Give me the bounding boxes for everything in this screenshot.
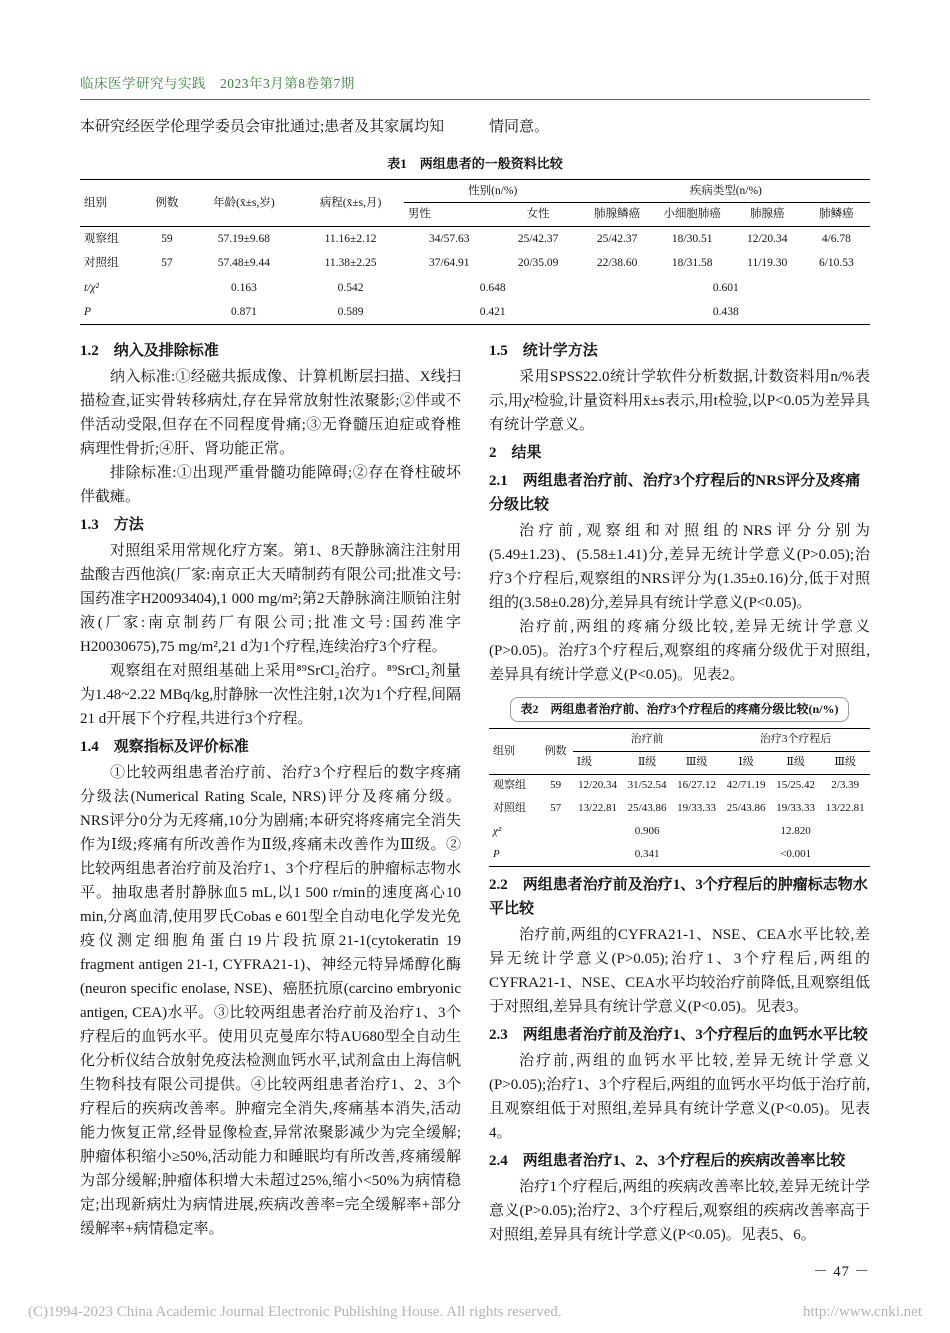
paragraph-2-2: 治疗前,两组的CYFRA21-1、NSE、CEA水平比较,差异无统计学意义(P>0.05);治疗1、3个疗程后,两组的CYFRA21-1、NSE、CEA水平均较治疗前降低,且观察组低于对照组,差异具有统计学意义(P<0.05)。见表3。 bbox=[489, 926, 870, 1015]
col-group: 组别 bbox=[489, 729, 539, 775]
table-cell: 42/71.19 bbox=[726, 779, 766, 792]
table-cell: 25/42.37 bbox=[517, 232, 559, 245]
table-cell: 11.38±2.25 bbox=[324, 257, 377, 270]
table-cell: 25/42.37 bbox=[596, 232, 638, 245]
col-after-spanner: 治疗3个疗程后 bbox=[721, 729, 870, 752]
table2 bbox=[489, 728, 870, 867]
paragraph-inclusion: 纳入标准:①经磁共振成像、计算机断层扫描、X线扫描检查,证实骨转移病灶,存在异常放射性浓聚影;②伴或不伴活动受限,但存在不同程度骨痛;③无脊髓压迫症或脊椎病理性骨折;④肝、肾功能正常。 bbox=[80, 369, 461, 458]
table-cell: 观察组 bbox=[84, 232, 119, 245]
paragraph-observation-index: ①比较两组患者治疗前、治疗3个疗程后的数字疼痛分级法(Numerical Rating Scale, NRS)评分及疼痛分级。NRS评分0分为无疼痛,10分为剧痛;本研究将疼痛完全消失作为Ⅰ级;疼痛有所改善作为Ⅱ级,疼痛未改善作为Ⅲ级。②比较两组患者治疗前及治疗1、3个疗程后的肿瘤标志物水平。抽取患者肘静脉血5 mL,以1 500 r/min的速度离心10 min,分离血清,使用罗氏Cobas e 601型全自动电化学发光免疫仪测定细胞角蛋白19片段抗原21-1(cytokeratin 19 fragment antigen 21-1, CYFRA21-1)、神经元特异烯醇化酶(neuron specific enolase, NSE)、癌胚抗原(carcino embryonic antigen, CEA)水平。③比较两组患者治疗前及治疗1、3个疗程后的血钙水平。使用贝克曼库尔特AU680型全自动生化分析仪结合放射免疫法检测血钙水平,试剂盒由上海信帆生物科技有限公司提供。④比较两组患者治疗1、2、3个疗程后的疾病改善率。肿瘤完全消失,疼痛基本消失,活动能力恢复正常,经骨显像检查,异常浓聚影减少为完全缓解;肿瘤体积缩小≥50%,活动能力和睡眠均有所改善,疼痛缓解为部分缓解;肿瘤体积增大未超过25%,缩小<50%为病情稳定;出现新病灶为病情进展,疾病改善率=完全缓解率+部分缓解率+病情稳定率。 bbox=[80, 765, 461, 1238]
heading-2-results: 2 结果 bbox=[489, 445, 542, 462]
table-cell: 0.438 bbox=[712, 305, 739, 318]
paragraph-statistics: 采用SPSS22.0统计学软件分析数据,计数资料用n/%表示,用χ²检验,计量资料用x̄±s表示,用t检验,以P<0.05为差异具有统计学意义。 bbox=[489, 369, 870, 434]
col-grade2: Ⅱ级 bbox=[622, 752, 672, 775]
paragraph-2-1-b: 治疗前,两组的疼痛分级比较,差异无统计学意义(P>0.05)。治疗3个疗程后,观察组的疼痛分级优于对照组,差异具有统计学意义(P<0.05)。见表2。 bbox=[489, 619, 870, 684]
table-cell: 0.542 bbox=[337, 281, 364, 294]
heading-2-3: 2.3 两组患者治疗前及治疗1、3个疗程后的血钙水平比较 bbox=[489, 1026, 868, 1043]
table-cell: 18/31.58 bbox=[671, 257, 713, 270]
table-cell bbox=[539, 843, 573, 866]
paragraph-2-4: 治疗1个疗程后,两组的疾病改善率比较,差异无统计学意义(P>0.05);治疗2、3个疗程后,观察组的疾病改善率高于对照组,差异具有统计学意义(P<0.05)。见表5、6。 bbox=[489, 1178, 870, 1243]
table-cell: 13/22.81 bbox=[825, 802, 865, 815]
paragraph-observation-group: 观察组在对照组基础上采用⁸⁹SrCl₂治疗。⁸⁹SrCl₂剂量为1.48~2.22 MBq/kg,肘静脉一次性注射,1次为1个疗程,间隔21 d开展下个疗程,共进行3个疗程。 bbox=[80, 663, 461, 728]
intro-right-column bbox=[489, 115, 870, 139]
col-grade1: Ⅰ级 bbox=[721, 752, 771, 775]
table-cell: 12/20.34 bbox=[578, 779, 617, 792]
col-male: 男性 bbox=[404, 203, 495, 226]
table-row bbox=[80, 226, 870, 251]
table-cell: 22/38.60 bbox=[596, 257, 638, 270]
table1 bbox=[80, 179, 870, 325]
intro-left-column bbox=[80, 115, 461, 139]
heading-2-1: 2.1 两组患者治疗前、治疗3个疗程后的NRS评分及疼痛分级比较 bbox=[489, 473, 861, 514]
table-cell bbox=[143, 276, 190, 300]
table-cell: 0.906 bbox=[634, 824, 660, 837]
table-cell: 15/25.42 bbox=[776, 779, 816, 792]
table-cell: 25/43.86 bbox=[726, 802, 766, 815]
table-row bbox=[80, 300, 870, 325]
table-cell: 57 bbox=[161, 257, 173, 270]
table-cell: 13/22.81 bbox=[578, 802, 617, 815]
journal-header bbox=[80, 72, 870, 100]
table2-body bbox=[489, 774, 870, 866]
table-cell: P bbox=[493, 847, 500, 860]
col-n: 例数 bbox=[539, 729, 573, 775]
table-cell: 16/27.12 bbox=[677, 779, 716, 792]
table-cell: 59 bbox=[550, 779, 562, 792]
table-cell: χ² bbox=[493, 824, 502, 837]
table-cell: <0.001 bbox=[780, 847, 812, 860]
table-cell: 31/52.54 bbox=[627, 779, 667, 792]
heading-2-2: 2.2 两组患者治疗前及治疗1、3个疗程后的肿瘤标志物水平比较 bbox=[489, 876, 868, 917]
col-disease-spanner: 疾病类型(n/%) bbox=[582, 180, 870, 203]
heading-1-2: 1.2 纳入及排除标准 bbox=[80, 343, 219, 360]
right-column bbox=[489, 335, 870, 1247]
table-cell: 18/30.51 bbox=[671, 232, 713, 245]
paragraph-control-group: 对照组采用常规化疗方案。第1、8天静脉滴注注射用盐酸吉西他滨(厂家:南京正大天晴制药有限公司;批准文号:国药准字H20093404),1 000 mg/m²;第2天静脉滴注顺铂注射液(厂家:南京制药厂有限公司;批准文号:国药准字H20030675),75 mg/m²,21 d为1个疗程,连续治疗3个疗程。 bbox=[80, 543, 461, 656]
intro-row bbox=[80, 115, 870, 139]
col-grade2: Ⅱ级 bbox=[771, 752, 821, 775]
table2-caption: 表2 两组患者治疗前、治疗3个疗程后的疼痛分级比较(n/%) bbox=[510, 697, 848, 722]
table-cell: 12/20.34 bbox=[746, 232, 788, 245]
table-cell: 6/10.53 bbox=[818, 257, 854, 270]
col-d4: 肺鳞癌 bbox=[803, 203, 870, 226]
col-grade1: Ⅰ级 bbox=[573, 752, 623, 775]
table-cell: 4/6.78 bbox=[821, 232, 851, 245]
table-cell: 0.871 bbox=[230, 305, 257, 318]
col-n: 例数 bbox=[143, 180, 190, 227]
table-cell: 57.19±9.68 bbox=[217, 232, 271, 245]
copyright-text: (C)1994-2023 China Academic Journal Electronic Publishing House. All rights reserved. bbox=[28, 1304, 562, 1320]
table-cell: 19/33.33 bbox=[776, 802, 816, 815]
copyright-bar bbox=[28, 1304, 922, 1321]
table-cell: t/χ² bbox=[84, 281, 99, 294]
col-gender-spanner: 性别(n/%) bbox=[404, 180, 582, 203]
table-cell: 57 bbox=[550, 802, 562, 815]
intro-text-left: 本研究经医学伦理学委员会审批通过;患者及其家属均知 bbox=[80, 119, 445, 135]
heading-1-4: 1.4 观察指标及评价标准 bbox=[80, 739, 249, 756]
table-cell: 25/43.86 bbox=[627, 802, 667, 815]
table-cell: 0.589 bbox=[337, 305, 364, 318]
table-cell: 0.163 bbox=[230, 281, 257, 294]
col-d2: 小细胞肺癌 bbox=[653, 203, 732, 226]
table-cell: 0.648 bbox=[479, 281, 506, 294]
table-cell bbox=[539, 820, 573, 843]
table-cell: 59 bbox=[161, 232, 173, 245]
table-cell: 2/3.39 bbox=[831, 779, 860, 792]
col-d1: 肺腺鳞癌 bbox=[582, 203, 653, 226]
table-cell: 57.48±9.44 bbox=[217, 257, 271, 270]
table-cell: 34/57.63 bbox=[428, 232, 470, 245]
table-cell: 0.601 bbox=[712, 281, 739, 294]
table2-caption-row bbox=[489, 697, 870, 722]
table-cell: 37/64.91 bbox=[428, 257, 470, 270]
paragraph-2-3: 治疗前,两组的血钙水平比较,差异无统计学意义(P>0.05);治疗1、3个疗程后,两组的血钙水平均低于治疗前,且观察组低于对照组,差异具有统计学意义(P<0.05)。见表4。 bbox=[489, 1052, 870, 1141]
col-group: 组别 bbox=[80, 180, 143, 227]
table-row bbox=[489, 798, 870, 821]
page-number: － 47 － bbox=[813, 1264, 870, 1280]
heading-1-3: 1.3 方法 bbox=[80, 517, 144, 534]
table-cell: 20/35.09 bbox=[517, 257, 559, 270]
table-row bbox=[80, 251, 870, 275]
table-cell: 对照组 bbox=[84, 257, 119, 270]
table-cell: 12.820 bbox=[780, 824, 811, 837]
table-row bbox=[80, 276, 870, 300]
body-columns bbox=[80, 335, 870, 1247]
col-female: 女性 bbox=[495, 203, 582, 226]
journal-title-line: 临床医学研究与实践 2023年3月第8卷第7期 bbox=[80, 76, 355, 91]
heading-2-4: 2.4 两组患者治疗1、2、3个疗程后的疾病改善率比较 bbox=[489, 1152, 846, 1169]
table2-header bbox=[489, 729, 870, 775]
col-age: 年龄(x̄±s,岁) bbox=[191, 180, 298, 227]
cnki-url[interactable]: http://www.cnki.net bbox=[802, 1304, 922, 1320]
table-cell: 0.421 bbox=[479, 305, 506, 318]
col-d3: 肺腺癌 bbox=[732, 203, 803, 226]
table-row bbox=[489, 774, 870, 797]
table1-caption: 表1 两组患者的一般资料比较 bbox=[387, 156, 563, 171]
heading-1-5: 1.5 统计学方法 bbox=[489, 343, 598, 360]
table-cell: 对照组 bbox=[493, 802, 526, 815]
table-cell: 19/33.33 bbox=[677, 802, 716, 815]
paragraph-exclusion: 排除标准:①出现严重骨髓功能障碍;②存在脊柱破坏伴截瘫。 bbox=[80, 465, 461, 506]
table-cell: 11.16±2.12 bbox=[324, 232, 377, 245]
col-grade3: Ⅲ级 bbox=[820, 752, 870, 775]
table-row bbox=[489, 820, 870, 843]
table-cell bbox=[143, 300, 190, 325]
paragraph-2-1-a: 治疗前,观察组和对照组的NRS评分分别为(5.49±1.23)、(5.58±1.41)分,差异无统计学意义(P>0.05);治疗3个疗程后,观察组的NRS评分为(1.35±0.16)分,低于对照组的(3.58±0.28)分,差异具有统计学意义(P<0.05)。 bbox=[489, 523, 870, 612]
intro-text-right: 情同意。 bbox=[489, 119, 550, 135]
table-row bbox=[489, 843, 870, 866]
left-column bbox=[80, 335, 461, 1247]
table-cell: 11/19.30 bbox=[747, 257, 788, 270]
col-before-spanner: 治疗前 bbox=[573, 729, 722, 752]
table-cell: 0.341 bbox=[634, 847, 660, 860]
col-grade3: Ⅲ级 bbox=[672, 752, 722, 775]
table-cell: P bbox=[84, 305, 92, 318]
col-duration: 病程(x̄±s,月) bbox=[297, 180, 404, 227]
table-cell: 观察组 bbox=[493, 779, 526, 792]
table1-header bbox=[80, 180, 870, 227]
table1-body bbox=[80, 226, 870, 325]
